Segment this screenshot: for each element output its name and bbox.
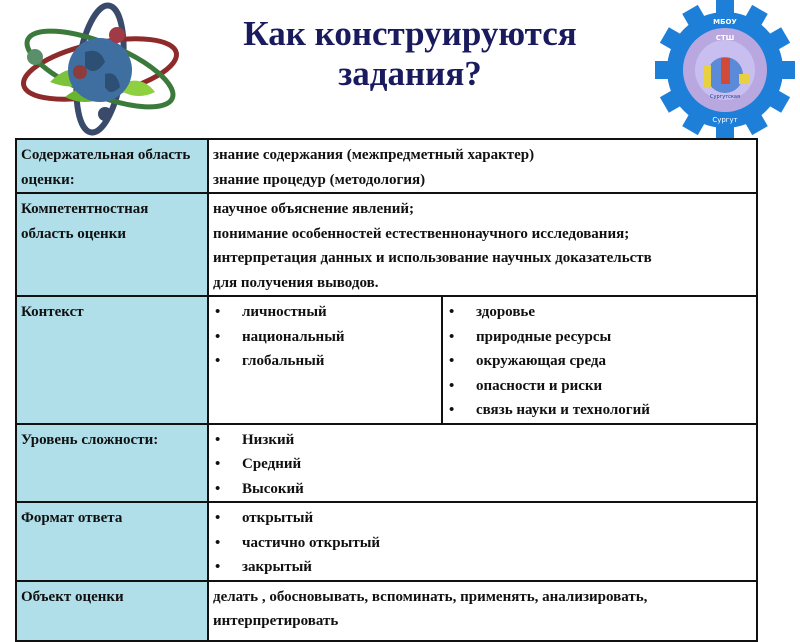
answer-format-list [208,502,757,581]
list-item: • связь науки и технологий [447,398,752,423]
row-label: Компетентностная область оценки [16,193,208,296]
difficulty-list [208,424,757,503]
content-line: интерпретировать [213,613,339,629]
table-row [16,139,757,193]
table-row [16,296,757,424]
list-item: • опасности и риски [447,374,752,399]
list-item: • глобальный [213,349,437,374]
context-type-list [208,296,442,424]
list-item: • природные ресурсы [447,325,752,350]
row-label: Формат ответа [16,502,208,581]
slide-title [200,14,620,94]
left-logo [5,2,195,136]
row-label: Контекст [16,296,208,424]
svg-text:Сургутская: Сургутская [710,94,740,100]
row-label: Уровень сложности: [16,424,208,503]
title-line-2: задания? [338,54,482,93]
content-line: научное объяснение явлений; [213,201,415,217]
row-content [208,193,757,296]
list-item: • Низкий [213,428,752,453]
content-line: делать , обосновывать, вспоминать, применять, анализировать, [213,588,648,605]
school-gear-emblem-icon [650,0,800,140]
list-item: • личностный [213,300,437,325]
svg-text:Сургут: Сургут [712,116,738,124]
svg-text:СТШ: СТШ [715,34,735,42]
title-line-1: Как конструируются [243,14,577,53]
list-item: • окружающая среда [447,349,752,374]
list-item: • национальный [213,325,437,350]
list-item: • Средний [213,452,752,477]
table-row [16,502,757,581]
list-item: • здоровье [447,300,752,325]
context-topic-list [442,296,757,424]
list-item: • Высокий [213,477,752,502]
content-line: знание процедур (методология) [213,171,426,188]
content-line: знание содержания (межпредметный характер) [213,147,535,163]
row-label: Содержательная область оценки: [16,139,208,193]
row-label: Объект оценки [16,581,208,641]
table-row [16,581,757,641]
table-row [16,193,757,296]
content-line: понимание особенностей естественнонаучного исследования; [213,225,630,242]
atom-globe-leaves-icon [5,2,195,136]
list-item: • открытый [213,506,752,531]
row-content [208,139,757,193]
table-row [16,424,757,503]
row-content [208,581,757,641]
list-item: • закрытый [213,555,752,580]
right-logo [650,0,800,140]
content-line: интерпретация данных и использование научных доказательств [213,250,652,266]
content-line: для получения выводов. [213,274,379,291]
svg-text:МБОУ: МБОУ [713,18,737,26]
list-item: • частично открытый [213,531,752,556]
assessment-structure-table [15,138,758,642]
